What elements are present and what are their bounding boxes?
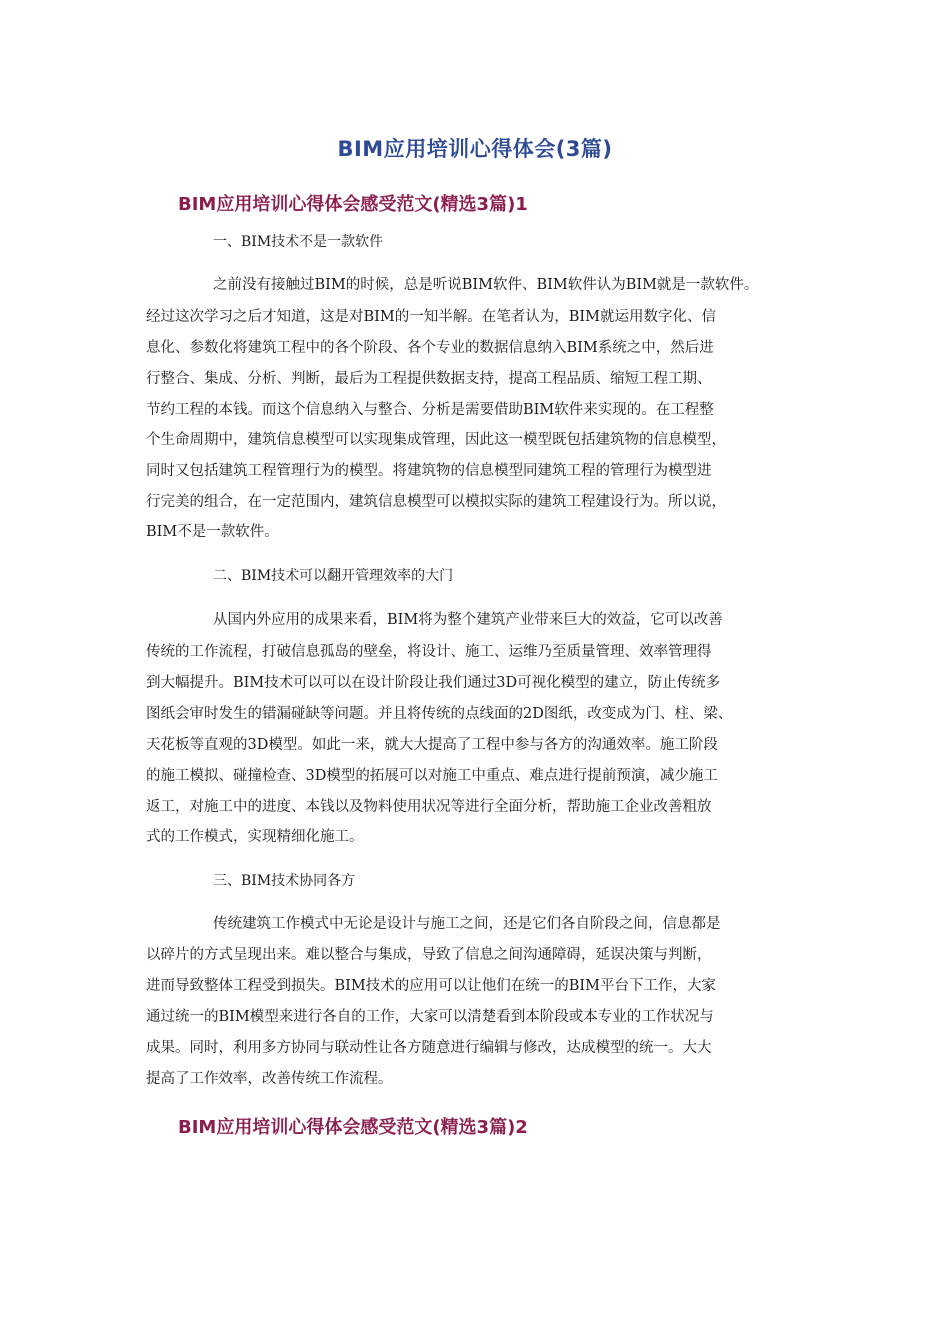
paragraph-line: BIM不是一款软件。 [146, 524, 279, 540]
paragraph-line: 节约工程的本钱。而这个信息纳入与整合、分析是需要借助BIM软件来实现的。在工程整 [146, 402, 714, 418]
section-heading-1: BIM应用培训心得体会感受范文(精选3篇)1 [178, 194, 528, 215]
paragraph-line: 提高了工作效率，改善传统工作流程。 [146, 1071, 393, 1087]
paragraph-line: 到大幅提升。BIM技术可以可以在设计阶段让我们通过3D可视化模型的建立，防止传统多 [146, 675, 721, 691]
paragraph-line: 成果。同时，利用多方协同与联动性让各方随意进行编辑与修改，达成模型的统一。大大 [146, 1040, 712, 1056]
paragraph-line: 同时又包括建筑工程管理行为的模型。将建筑物的信息模型同建筑工程的管理行为模型进 [146, 463, 712, 479]
paragraph-line: 行整合、集成、分析、判断，最后为工程提供数据支持，提高工程品质、缩短工程工期、 [146, 371, 712, 387]
subheading-2: 二、BIM技术可以翻开管理效率的大门 [213, 568, 454, 584]
paragraph-line: 图纸会审时发生的错漏碰缺等问题。并且将传统的点线面的2D图纸，改变成为门、柱、梁、 [146, 706, 733, 722]
section-heading-2: BIM应用培训心得体会感受范文(精选3篇)2 [178, 1117, 528, 1138]
paragraph-line: 从国内外应用的成果来看，BIM将为整个建筑产业带来巨大的效益，它可以改善 [213, 612, 723, 628]
paragraph-line: 之前没有接触过BIM的时候，总是听说BIM软件、BIM软件认为BIM就是一款软件。 [213, 277, 759, 293]
paragraph-line: 返工，对施工中的进度、本钱以及物料使用状况等进行全面分析，帮助施工企业改善粗放 [146, 799, 712, 815]
document-title: BIM应用培训心得体会(3篇) [337, 137, 613, 161]
paragraph-line: 传统的工作流程，打破信息孤岛的壁垒，将设计、施工、运维乃至质量管理、效率管理得 [146, 644, 712, 660]
subheading-3: 三、BIM技术协同各方 [213, 873, 356, 889]
paragraph-line: 行完美的组合，在一定范围内，建筑信息模型可以模拟实际的建筑工程建设行为。所以说， [146, 494, 726, 510]
paragraph-line: 通过统一的BIM模型来进行各自的工作，大家可以清楚看到本阶段或本专业的工作状况与 [146, 1009, 714, 1025]
paragraph-line: 息化、参数化将建筑工程中的各个阶段、各个专业的数据信息纳入BIM系统之中，然后进 [146, 340, 714, 356]
paragraph-line: 传统建筑工作模式中无论是设计与施工之间，还是它们各自阶段之间，信息都是 [213, 916, 721, 932]
paragraph-line: 经过这次学习之后才知道，这是对BIM的一知半解。在笔者认为，BIM就运用数字化、信 [146, 309, 716, 325]
paragraph-line: 以碎片的方式呈现出来。难以整合与集成，导致了信息之间沟通障碍，延误决策与判断， [146, 947, 712, 963]
paragraph-line: 个生命周期中，建筑信息模型可以实现集成管理，因此这一模型既包括建筑物的信息模型， [146, 432, 726, 448]
subheading-1: 一、BIM技术不是一款软件 [213, 234, 384, 250]
paragraph-line: 的施工模拟、碰撞检查、3D模型的拓展可以对施工中重点、难点进行提前预演，减少施工 [146, 768, 718, 784]
paragraph-line: 进而导致整体工程受到损失。BIM技术的应用可以让他们在统一的BIM平台下工作，大家 [146, 978, 716, 994]
paragraph-line: 式的工作模式，实现精细化施工。 [146, 829, 364, 845]
paragraph-line: 天花板等直观的3D模型。如此一来，就大大提高了工程中参与各方的沟通效率。施工阶段 [146, 737, 718, 753]
